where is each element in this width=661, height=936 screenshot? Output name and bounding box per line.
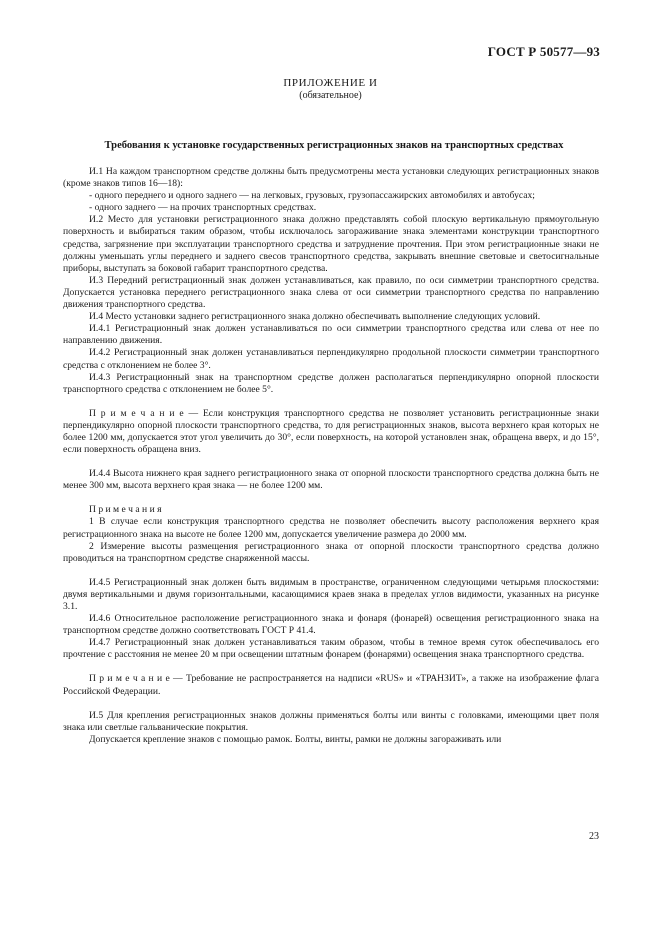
paragraph-i2: И.2 Место для установки регистрационного знака должно представлять собой плоскую вертикальную прямоугольную поверхность и выбираться таким образом, чтобы исключалось загораживание знака элементами конструкции транспортного средства, загрязнение при эксплуатации транспортного средства и затруднение прочтения. При этом регистрационные знаки не должны уменьшать углы переднего и заднего свесов транспортного средства, закрывать внешние световые и светосигнальные приборы, выступать за боковой габарит транспортного средства. bbox=[63, 214, 599, 274]
page-number: 23 bbox=[589, 831, 599, 842]
section-heading: Требования к установке государственных регистрационных знаков на транспортных средствах bbox=[104, 140, 564, 151]
note-2-1: 1 В случае если конструкция транспортного средства не позволяет обеспечить высоту расположения верхнего края регистрационного знака на высоте не более 1200 мм, допускается увеличение размера до 2000 мм. bbox=[63, 516, 599, 540]
paragraph-i4-1: И.4.1 Регистрационный знак должен устанавливаться по оси симметрии транспортного средства или слева от нее по направлению движения. bbox=[63, 323, 599, 347]
paragraph-i4-6: И.4.6 Относительное расположение регистрационного знака и фонаря (фонарей) освещения регистрационного знака на транспортном средстве должно соответствовать ГОСТ Р 41.4. bbox=[63, 613, 599, 637]
paragraph-i1-item-b: - одного заднего — на прочих транспортных средствах. bbox=[89, 202, 317, 214]
note-2-2: 2 Измерение высоты размещения регистрационного знака от опорной плоскости транспортного средства должно проводиться на транспортном средстве снаряженной массы. bbox=[63, 540, 599, 564]
paragraph-i4-5: И.4.5 Регистрационный знак должен быть видимым в пространстве, ограниченном следующими четырьмя плоскостями: двумя вертикальными и двумя горизонтальными, касающимися краев знака в пределах углов видимости, указанных на рисунке 3.1. bbox=[63, 576, 599, 612]
paragraph-i1-item-a: - одного переднего и одного заднего — на легковых, грузовых, грузопассажирских автомобилях и автобусах; bbox=[89, 190, 535, 202]
note-1-text: — Если конструкция транспортного средства не позволяет установить регистрационные знаки перпендикулярно опорной плоскости транспортного средства, то для регистрационных знаков, высота верхнего края которых не более 1200 мм, допускается этот угол увеличить до 30°, если поверхность, на которой установлен знак, обращена вверх, и до 15°, если поверхность обращена вниз. bbox=[63, 407, 599, 456]
paragraph-i4-4: И.4.4 Высота нижнего края заднего регистрационного знака от опорной плоскости транспортного средства должна быть не менее 300 мм, высота верхнего края знака — не более 1200 мм. bbox=[63, 468, 599, 492]
appendix-title: ПРИЛОЖЕНИЕ И bbox=[283, 77, 378, 89]
paragraph-i4-3: И.4.3 Регистрационный знак на транспортном средстве должен располагаться перпендикулярно опорной плоскости транспортного средства с отклонением не более 5°. bbox=[63, 371, 599, 395]
note-1-label: П р и м е ч а н и е bbox=[89, 407, 184, 419]
note-1 bbox=[63, 408, 599, 456]
notes-label: П р и м е ч а н и я bbox=[89, 504, 162, 516]
paragraph-i4-2: И.4.2 Регистрационный знак должен устанавливаться перпендикулярно продольной плоскости симметрии транспортного средства с отклонением не более 3°. bbox=[63, 347, 599, 371]
paragraph-i5-continued: Допускается крепление знаков с помощью рамок. Болты, винты, рамки не должны загораживать или bbox=[89, 733, 502, 745]
paragraph-i1: И.1 На каждом транспортном средстве должны быть предусмотрены места установки следующих регистрационных знаков (кроме знаков типов 16—18): bbox=[63, 166, 599, 190]
note-3-label: П р и м е ч а н и е bbox=[89, 673, 170, 685]
standard-number: ГОСТ Р 50577—93 bbox=[487, 44, 600, 59]
paragraph-i5: И.5 Для крепления регистрационных знаков должны применяться болты или винты с головками, имеющими цвет поля знака или светлые гальванические покрытия. bbox=[63, 709, 599, 733]
paragraph-i4: И.4 Место установки заднего регистрационного знака должно обеспечивать выполнение следующих условий. bbox=[89, 311, 541, 323]
note-3 bbox=[63, 673, 599, 697]
note-3-text: — Требование не распространяется на надписи «RUS» и «ТРАНЗИТ», а также на изображение флага Российской Федерации. bbox=[63, 673, 599, 697]
appendix-subtitle: (обязательное) bbox=[299, 90, 362, 101]
paragraph-i4-7: И.4.7 Регистрационный знак должен устанавливаться таким образом, чтобы в темное время суток обеспечивалось его прочтение с расстояния не менее 20 м при освещении штатным фонарем (фонарями) освещения знака транспортного средства. bbox=[63, 637, 599, 661]
document-body bbox=[63, 166, 599, 746]
paragraph-i3: И.3 Передний регистрационный знак должен устанавливаться, как правило, по оси симметрии транспортного средства. Допускается установка переднего регистрационного знака слева от оси симметрии транспортного средства по направлению движения транспортного средства. bbox=[63, 274, 599, 311]
